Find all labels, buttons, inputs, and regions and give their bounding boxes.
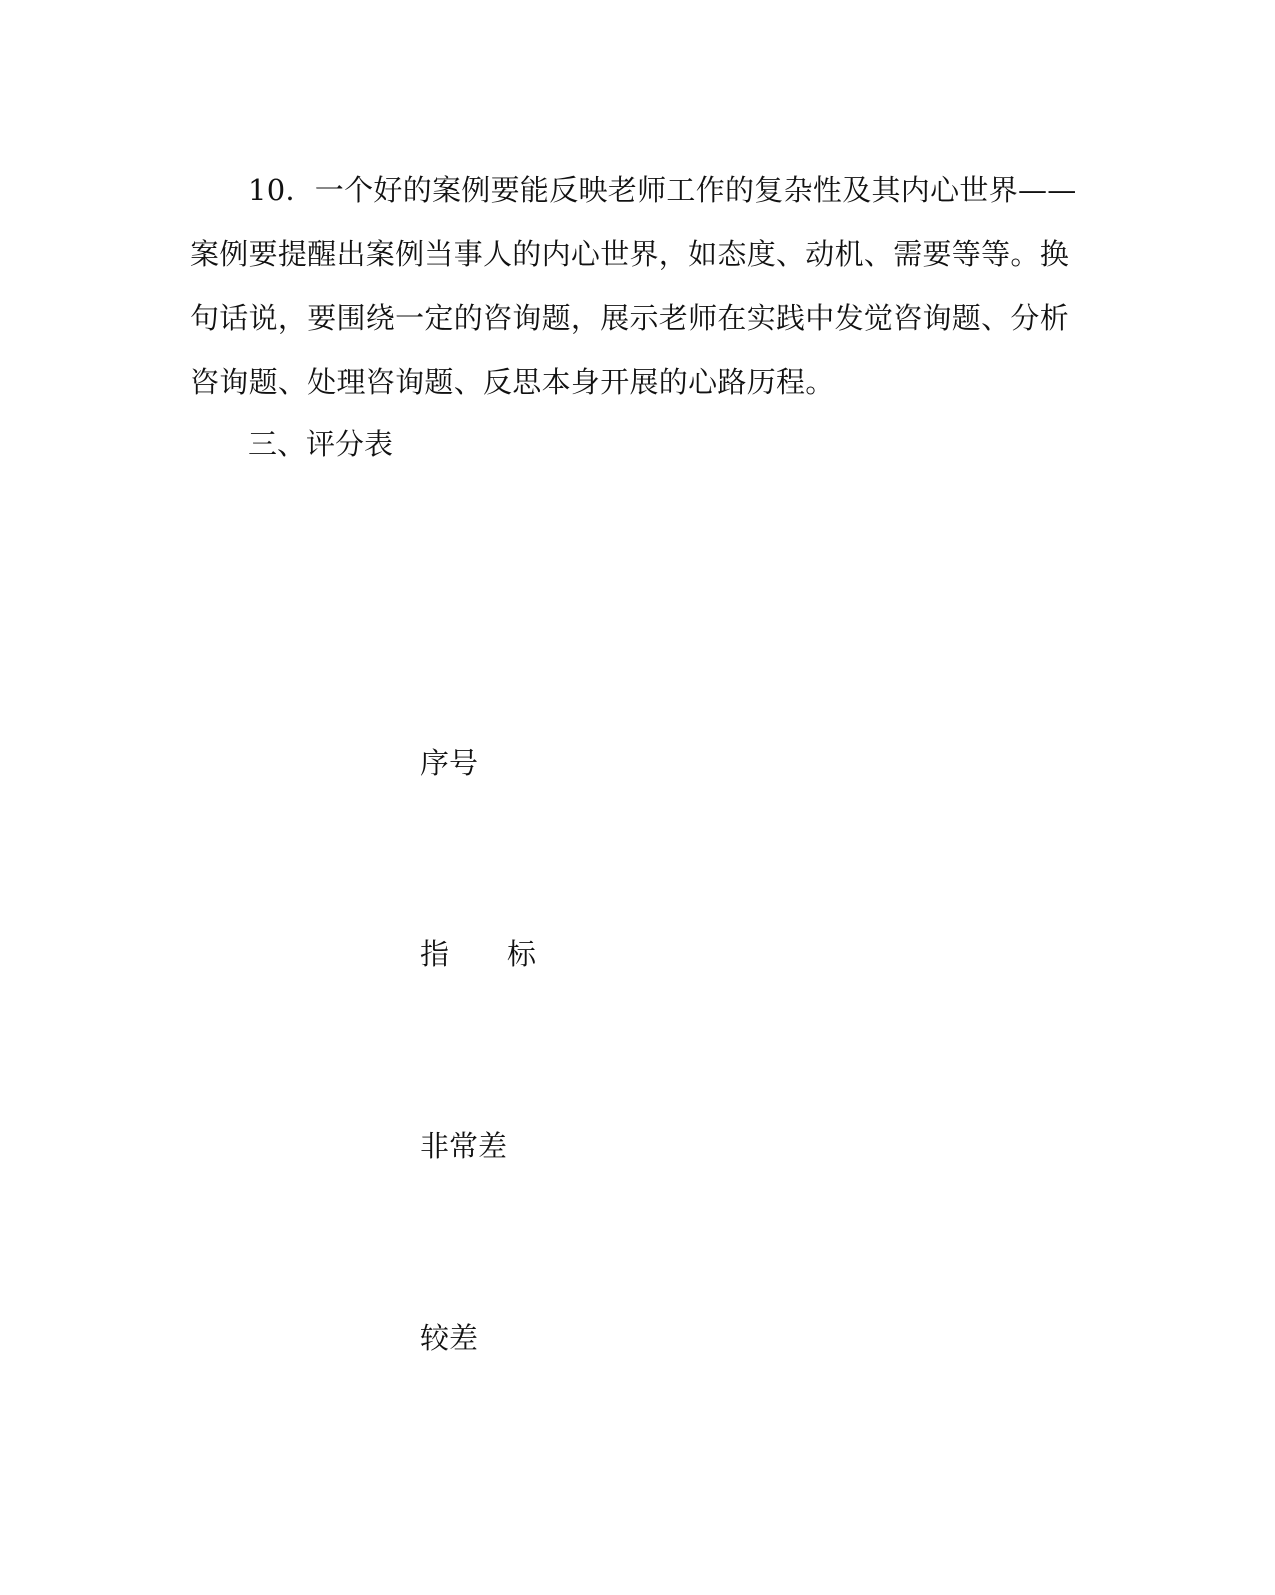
paragraph-line: 案例要提醒出案例当事人的内心世界，如态度、动机、需要等等。换 bbox=[190, 237, 1070, 271]
table-cell-indicator: 指 标 bbox=[420, 937, 537, 971]
paragraph-line: 咨询题、处理咨询题、反思本身开展的心路历程。 bbox=[190, 365, 835, 399]
table-cell-poor: 较差 bbox=[420, 1321, 479, 1355]
case-paragraph bbox=[190, 158, 1077, 414]
section-heading-score-table: 三、评分表 bbox=[248, 427, 394, 461]
table-cell-very-poor: 非常差 bbox=[420, 1129, 508, 1163]
paragraph-line: 句话说，要围绕一定的咨询题，展示老师在实践中发觉咨询题、分析 bbox=[190, 301, 1070, 335]
table-cell-index: 序号 bbox=[420, 746, 479, 780]
paragraph-line: 10．一个好的案例要能反映老师工作的复杂性及其内心世界—— bbox=[248, 173, 1077, 207]
